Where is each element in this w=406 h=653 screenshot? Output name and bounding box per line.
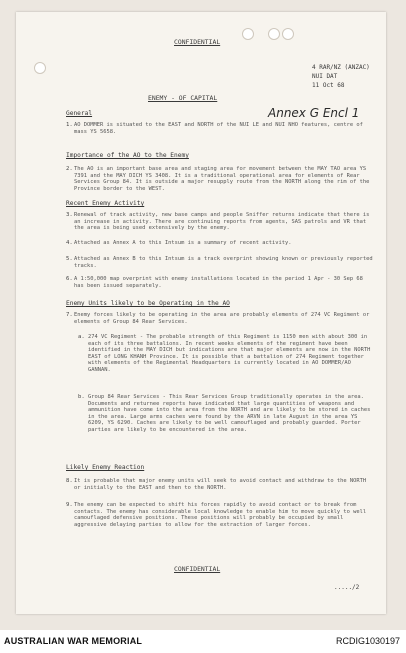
paragraph-text: AO DOMMER is situated to the EAST and NORTH of the NUI LE and NUI NHO features, centre of mass YS 5658.: [74, 122, 363, 135]
paragraph-text: It is probable that major enemy units will seek to avoid contact and withdraw to the NORTH or initially to the EAST and then to the NORTH.: [74, 478, 367, 491]
paragraph-number: 7.: [66, 312, 73, 318]
paragraph-text: The AO is an important base area and staging area for movement between the MAY TAO area YS 7391 and the MAY DICH YS 3408. It is a traditional operational area for elements of Rear Services Group 84. It is outside a major resupply route from the NORTH along the rim of the Province border to the WEST.: [74, 166, 370, 192]
date-line: 11 Oct 68: [312, 82, 345, 89]
paragraph-number: 1.: [66, 122, 73, 128]
paragraph-text: 274 VC Regiment - The probable strength of this Regiment is 1150 men with about 300 in each of its three battalions. In recent weeks elements of the regiment have been identified in the MAY DICH but indications are that major elements are now in the NORTH EAST of LONG KHANH Province. It is possible that a battalion of 274 Regiment together with elements of the Regimental Headquarters is currently located in AO DOMMER/AO GANNAN.: [88, 334, 371, 373]
paragraph-number: 3.: [66, 212, 73, 218]
paragraph-text: Attached as Annex B to this Intsum is a track overprint showing known or previously reported tracks.: [74, 256, 373, 269]
paragraph-text: The enemy can be expected to shift his forces rapidly to avoid contact or to break from contacts. The enemy has considerable local knowledge to enable him to move quickly to well camouflaged defensive positions. These positions will probably be occupied by small aggressive delaying parties to allow for the extraction of larger forces.: [74, 502, 367, 528]
classification-top: CONFIDENTIAL: [174, 38, 221, 46]
classification-bottom: CONFIDENTIAL: [174, 565, 221, 573]
paragraph-number: 6.: [66, 276, 73, 282]
paragraph-text: Group 84 Rear Services - This Rear Services Group traditionally operates in the area. Documents and returnee reports have indicated that large quantities of weapons and ammunition have come into the area from the NORTH and are likely to be stored in caches in the area. Large arms caches were found by the ARVN in late August in the area YS 6209, YS 6290. Caches are likely to be well camouflaged and probably guarded. Porter parties are likely to be encountered in the area.: [88, 394, 371, 433]
paragraph-number: b.: [78, 394, 85, 400]
paragraph-text: Attached as Annex A to this Intsum is a summary of recent activity.: [74, 240, 292, 246]
section-heading: Likely Enemy Reaction: [66, 464, 145, 471]
paragraph-number: 5.: [66, 256, 73, 262]
continuation-marker: ...../2: [334, 584, 360, 591]
section-heading: General: [66, 110, 93, 117]
paragraph-number: a.: [78, 334, 85, 340]
archive-name: AUSTRALIAN WAR MEMORIAL: [4, 636, 143, 646]
paragraph-text: A 1:50,000 map overprint with enemy installations located in the period 1 Apr - 30 Sep 68 has been issued separately.: [74, 276, 363, 289]
punch-hole: [34, 62, 46, 74]
unit-line: 4 RAR/NZ (ANZAC): [312, 64, 370, 71]
archive-reference: RCDIG1030197: [335, 636, 400, 646]
document-page: [16, 12, 386, 614]
document-title: ENEMY - OF CAPITAL: [148, 94, 218, 102]
punch-hole: [268, 28, 280, 40]
location-line: NUI DAT: [312, 73, 338, 80]
paragraph-number: 2.: [66, 166, 73, 172]
section-heading: Recent Enemy Activity: [66, 200, 145, 207]
section-heading: Importance of the AO to the Enemy: [66, 152, 189, 159]
annex-handwritten-note: Annex G Encl 1: [268, 106, 360, 120]
punch-hole: [242, 28, 254, 40]
paragraph-number: 4.: [66, 240, 73, 246]
archive-footer: [0, 630, 406, 653]
paragraph-text: Renewal of track activity, new base camps and people Sniffer returns indicate that there is an increase in activity. There are continuing reports from agents, SAS patrols and VR that the area is being used extensively by the enemy.: [74, 212, 370, 232]
paragraph-text: Enemy forces likely to be operating in the area are probably elements of 274 VC Regiment or elements of Group 84 Rear Services.: [74, 312, 370, 325]
section-heading: Enemy Units likely to be Operating in the AO: [66, 300, 230, 307]
punch-hole: [282, 28, 294, 40]
paragraph-number: 9.: [66, 502, 73, 508]
paragraph-number: 8.: [66, 478, 73, 484]
